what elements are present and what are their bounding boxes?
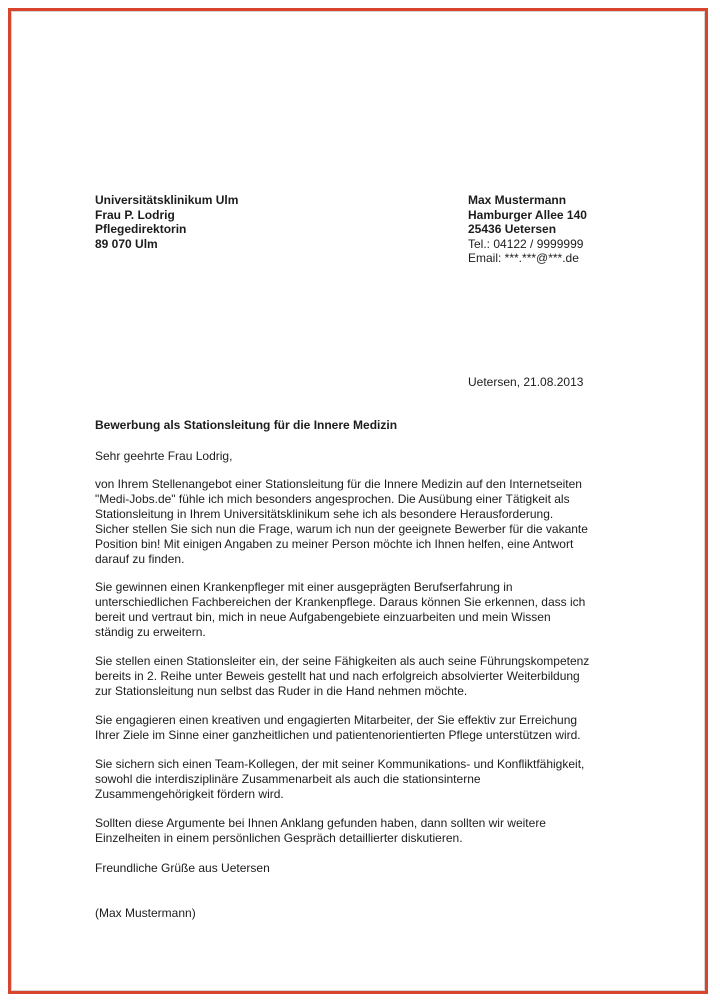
- paragraph-line: Sie sichern sich einen Team-Kollegen, der mit seiner Kommunikations- und Konfliktfähigkeit,: [95, 757, 585, 771]
- body-paragraph-6: [95, 816, 635, 846]
- paragraph-line: darauf zu finden.: [95, 552, 185, 566]
- recipient-line: 89 070 Ulm: [95, 236, 158, 251]
- paragraph-line: bereit und vertraut bin, mich in neue Aufgabengebiete einzuarbeiten und mein Wissen: [95, 610, 551, 624]
- sender-phone: Tel.: 04122 / 9999999: [468, 236, 584, 251]
- recipient-address: [95, 193, 238, 251]
- paragraph-line: ständig zu erweitern.: [95, 625, 206, 639]
- signature: (Max Mustermann): [95, 906, 196, 920]
- sender-name: Max Mustermann: [468, 193, 567, 207]
- sender-city: 25436 Uetersen: [468, 222, 557, 236]
- paragraph-line: Sie engagieren einen kreativen und engagierten Mitarbeiter, der Sie effektiv zur Erreichung: [95, 713, 578, 727]
- closing-line: Freundliche Grüße aus Uetersen: [95, 861, 270, 875]
- paragraph-line: Einzelheiten in einem persönlichen Gespräch detaillierter diskutieren.: [95, 831, 463, 845]
- paragraph-line: "Medi-Jobs.de" fühle ich mich besonders angesprochen. Die Ausübung einer Tätigkeit als: [95, 492, 570, 506]
- body-paragraph-5: [95, 757, 635, 802]
- paragraph-line: zur Stationsleitung nun selbst das Ruder in die Hand nehmen möchte.: [95, 684, 468, 698]
- paragraph-line: sowohl die interdisziplinäre Zusammenarbeit als auch die stationsinterne: [95, 772, 481, 786]
- paragraph-line: Sie stellen einen Stationsleiter ein, der seine Fähigkeiten als auch seine Führungskompetenz: [95, 654, 590, 668]
- body-paragraph-1: [95, 477, 635, 567]
- recipient-line: Pflegedirektorin: [95, 222, 187, 236]
- salutation: Sehr geehrte Frau Lodrig,: [95, 449, 233, 463]
- paragraph-line: unterschiedlichen Fachbereichen der Krankenpflege. Daraus können Sie erkennen, dass ich: [95, 595, 586, 609]
- paragraph-line: Sollten diese Argumente bei Ihnen Anklang gefunden haben, dann sollten wir weitere: [95, 816, 546, 830]
- paragraph-line: Stationsleitung in Ihrem Universitätsklinikum sehe ich als besondere Herausforderung.: [95, 507, 554, 521]
- sender-address: [468, 193, 587, 266]
- paragraph-line: Position bin! Mit einigen Angaben zu meiner Person möchte ich Ihnen helfen, eine Antwort: [95, 537, 574, 551]
- paragraph-line: bereits in 2. Reihe unter Beweis gestellt hat und nach erfolgreich absolvierter Weiterbildung: [95, 669, 580, 683]
- subject-line: Bewerbung als Stationsleitung für die Innere Medizin: [95, 418, 398, 432]
- sender-email: Email: ***.***@***.de: [468, 251, 579, 265]
- paragraph-line: Zusammengehörigkeit fördern wird.: [95, 787, 284, 801]
- date-line: Uetersen, 21.08.2013: [468, 375, 584, 389]
- sender-street: Hamburger Allee 140: [468, 207, 587, 222]
- recipient-line: Universitätsklinikum Ulm: [95, 193, 239, 207]
- recipient-line: Frau P. Lodrig: [95, 207, 175, 222]
- body-paragraph-4: [95, 713, 635, 743]
- body-paragraph-2: [95, 580, 635, 640]
- paragraph-line: von Ihrem Stellenangebot einer Stationsleitung für die Innere Medizin auf den Internetseiten: [95, 477, 582, 491]
- paragraph-line: Sie gewinnen einen Krankenpfleger mit einer ausgeprägten Berufserfahrung in: [95, 580, 513, 594]
- paragraph-line: Ihrer Ziele im Sinne einer ganzheitlichen und patientenorientierten Pflege unterstützen wird.: [95, 728, 581, 742]
- body-paragraph-3: [95, 654, 635, 699]
- paragraph-line: Sicher stellen Sie sich nun die Frage, warum ich nun der geeignete Bewerber für die vakante: [95, 522, 588, 536]
